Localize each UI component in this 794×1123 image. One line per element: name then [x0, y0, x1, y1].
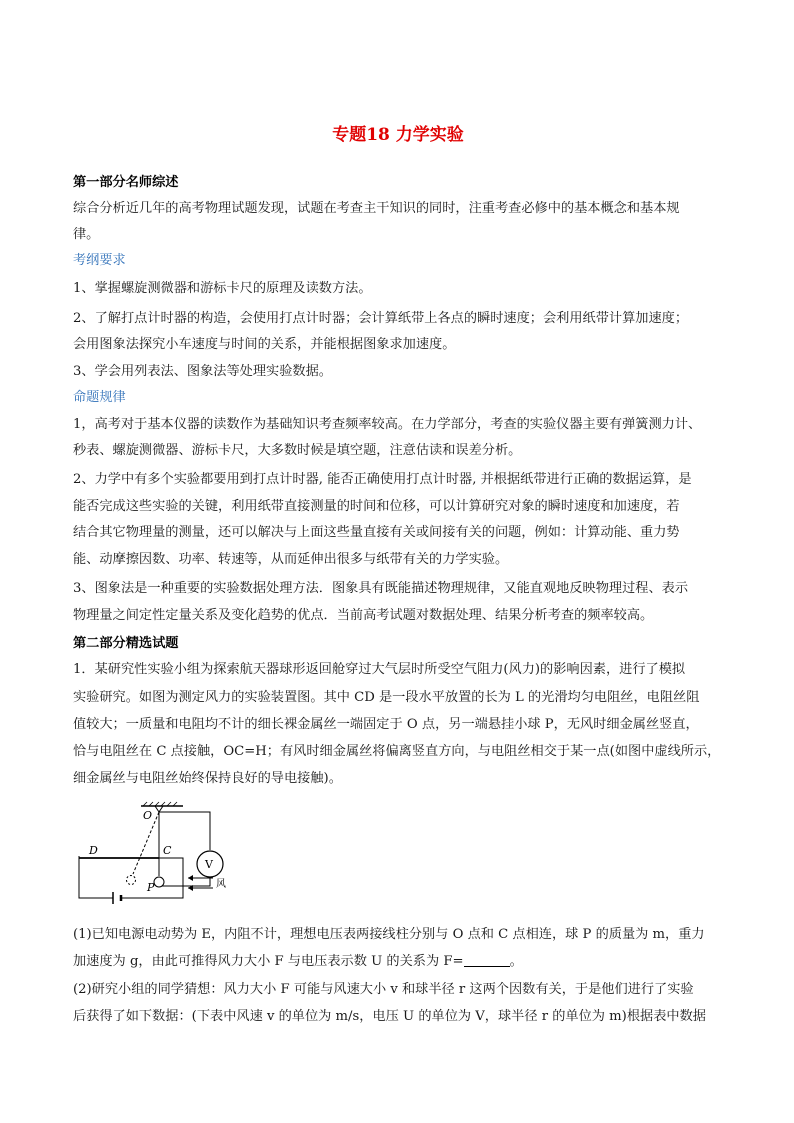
label-wind: 风 [216, 879, 226, 890]
label-p: P [147, 881, 155, 894]
section-heading-part1: 第一部分名师综述 [73, 175, 179, 190]
rules-line-4: 能否完成这些实验的关键，利用纸带直接测量的时间和位移，可以计算研究对象的瞬时速度和加速度，若 [73, 499, 680, 514]
label-c: C [163, 844, 172, 857]
rules-line-3: 2、力学中有多个实验都要用到打点计时器, 能否正确使用打点计时器, 并根据纸带进行正确的数据运算，是 [73, 472, 692, 487]
section-heading-part2: 第二部分精选试题 [73, 636, 179, 651]
sub-question-1-tail: 。 [509, 954, 523, 969]
sub-question-2-line-2: 后获得了如下数据：(下表中风速 v 的单位为 m/s，电压 U 的单位为 V，球半径 r 的单位为 m)根据表中数据 [73, 1009, 706, 1024]
rules-line-8: 物理量之间定性定量关系及变化趋势的优点．当前高考试题对数据处理、结果分析考查的频率较高。 [73, 608, 654, 623]
answer-blank[interactable] [464, 953, 510, 967]
question-1-line-5: 细金属丝与电阻丝始终保持良好的导电接触)。 [73, 771, 342, 786]
wind-force-apparatus-diagram [73, 798, 243, 918]
label-v: V [205, 858, 213, 871]
syllabus-item-2: 2、了解打点计时器的构造，会使用打点计时器；会计算纸带上各点的瞬时速度；会利用纸带计算加速度； [73, 311, 689, 326]
syllabus-heading: 考纲要求 [73, 253, 126, 268]
rules-line-2: 秒表、螺旋测微器、游标卡尺，大多数时候是填空题，注意估读和误差分析。 [73, 443, 522, 458]
label-d: D [89, 844, 98, 857]
sub-question-1-line-2 [73, 949, 733, 975]
rules-line-1: 1，高考对于基本仪器的读数作为基础知识考查频率较高。在力学部分，考查的实验仪器主要有弹簧测力计、 [73, 417, 702, 432]
intro-line-2: 律。 [73, 227, 100, 242]
question-1-line-2: 实验研究。如图为测定风力的实验装置图。其中 CD 是一段水平放置的长为 L 的光滑均匀电阻丝，电阻丝阻 [73, 690, 700, 705]
question-1-line-1: 1．某研究性实验小组为探索航天器球形返回舱穿过大气层时所受空气阻力(风力)的影响因素，进行了模拟 [73, 662, 686, 677]
intro-line-1: 综合分析近几年的高考物理试题发现，试题在考查主干知识的同时，注重考查必修中的基本概念和基本规 [73, 201, 680, 216]
rules-heading: 命题规律 [73, 390, 126, 405]
rules-line-7: 3、图象法是一种重要的实验数据处理方法．图象具有既能描述物理规律，又能直观地反映物理过程、表示 [73, 581, 689, 596]
syllabus-item-1: 1、掌握螺旋测微器和游标卡尺的原理及读数方法。 [73, 281, 372, 296]
question-1-line-4: 恰与电阻丝在 C 点接触，OC=H；有风时细金属丝将偏离竖直方向，与电阻丝相交于某一点(如图中虚线所示， [73, 744, 721, 759]
syllabus-item-3: 3、学会用列表法、图象法等处理实验数据。 [73, 364, 332, 379]
sub-question-1-line-1: (1)已知电源电动势为 E，内阻不计，理想电压表两接线柱分别与 O 点和 C 点相连，球 P 的质量为 m，重力 [73, 927, 705, 942]
syllabus-item-2-cont: 会用图象法探究小车速度与时间的关系，并能根据图象求加速度。 [73, 337, 456, 352]
question-1-line-3: 值较大；一质量和电阻均不计的细长裸金属丝一端固定于 O 点，另一端悬挂小球 P，无风时细金属丝竖直， [73, 717, 699, 732]
page-title: 专题18 力学实验 [332, 125, 464, 145]
label-o: O [143, 809, 153, 822]
rules-line-6: 能、动摩擦因数、功率、转速等，从而延伸出很多与纸带有关的力学实验。 [73, 552, 509, 567]
sub-question-2-line-1: (2)研究小组的同学猜想：风力大小 F 可能与风速大小 v 和球半径 r 这两个因数有关，于是他们进行了实验 [73, 982, 694, 997]
rules-line-5: 结合其它物理量的测量，还可以解决与上面这些量直接有关或间接有关的问题，例如：计算动能、重力势 [73, 525, 680, 540]
sub-question-1-text: 加速度为 g，由此可推得风力大小 F 与电压表示数 U 的关系为 F= [73, 954, 464, 969]
